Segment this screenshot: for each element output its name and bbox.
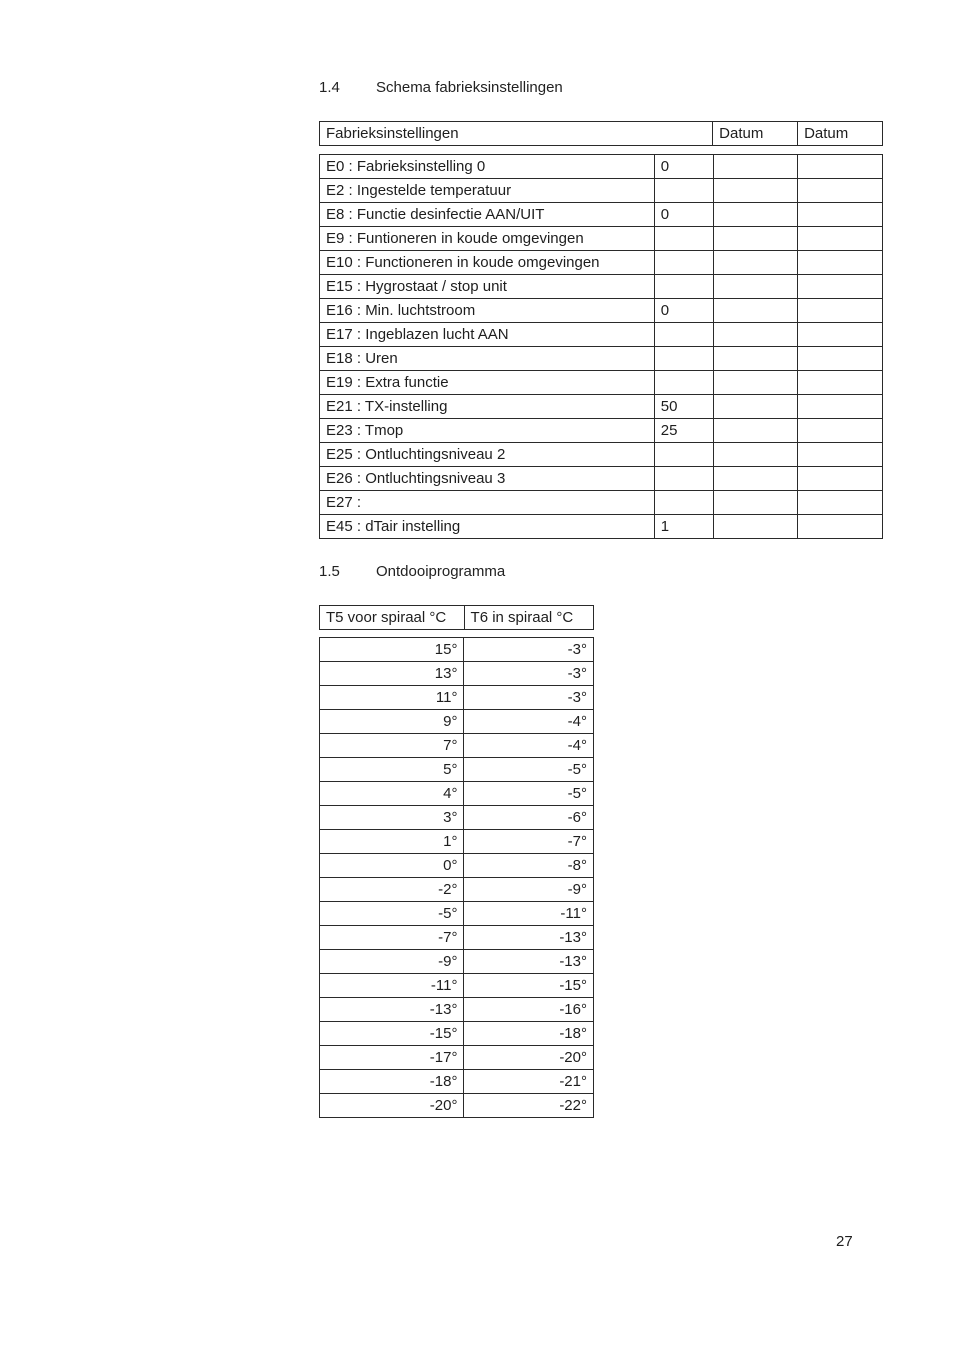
t5-value: -5° [320,902,464,926]
setting-label: E18 : Uren [320,347,655,371]
table-row [320,686,594,710]
setting-label: E9 : Funtioneren in koude omgevingen [320,227,655,251]
setting-label: E25 : Ontluchtingsniveau 2 [320,443,655,467]
table-row [320,710,594,734]
t5-value: -17° [320,1046,464,1070]
table-row [320,275,883,299]
setting-date-2 [798,395,883,419]
table-row [320,227,883,251]
table-row [320,443,883,467]
t6-value: -21° [464,1070,594,1094]
table-row [320,515,883,539]
table-row [320,323,883,347]
table-row [320,830,594,854]
setting-date-2 [798,275,883,299]
table-row [320,347,883,371]
defrost-header-table [319,605,594,630]
table-row [320,758,594,782]
t5-value: 7° [320,734,464,758]
setting-label: E16 : Min. luchtstroom [320,299,655,323]
setting-value [654,347,713,371]
header-date-2: Datum [798,122,883,146]
setting-label: E10 : Functioneren in koude omgevingen [320,251,655,275]
setting-value: 25 [654,419,713,443]
t5-value: -18° [320,1070,464,1094]
setting-date-1 [713,299,798,323]
table-row [320,179,883,203]
setting-label: E26 : Ontluchtingsniveau 3 [320,467,655,491]
setting-date-2 [798,371,883,395]
setting-date-1 [713,419,798,443]
setting-label: E8 : Functie desinfectie AAN/UIT [320,203,655,227]
t5-value: 1° [320,830,464,854]
setting-value [654,371,713,395]
setting-date-1 [713,323,798,347]
table-row [320,806,594,830]
setting-label: E17 : Ingeblazen lucht AAN [320,323,655,347]
setting-date-1 [713,227,798,251]
setting-date-2 [798,299,883,323]
setting-value [654,251,713,275]
table-row [320,467,883,491]
section-heading-defrost-program [319,563,719,583]
setting-date-1 [713,275,798,299]
t6-value: -3° [464,686,594,710]
setting-date-1 [713,371,798,395]
header-t6: T6 in spiraal °C [464,606,593,630]
t5-value: -7° [320,926,464,950]
setting-date-1 [713,467,798,491]
t5-value: 13° [320,662,464,686]
table-header-row [320,606,594,630]
t5-value: -13° [320,998,464,1022]
setting-value [654,323,713,347]
t6-value: -6° [464,806,594,830]
table-row [320,854,594,878]
setting-date-2 [798,227,883,251]
setting-value [654,491,713,515]
setting-value [654,275,713,299]
setting-date-2 [798,491,883,515]
t6-value: -13° [464,926,594,950]
t5-value: -11° [320,974,464,998]
page-number: 27 [836,1233,853,1250]
t6-value: -20° [464,1046,594,1070]
t6-value: -16° [464,998,594,1022]
t6-value: -8° [464,854,594,878]
setting-label: E23 : Tmop [320,419,655,443]
section-number: 1.4 [319,79,340,96]
table-row [320,974,594,998]
section-heading-factory-settings [319,79,719,99]
setting-date-2 [798,443,883,467]
t5-value: 0° [320,854,464,878]
table-row [320,1022,594,1046]
t5-value: 4° [320,782,464,806]
table-row [320,734,594,758]
setting-label: E19 : Extra functie [320,371,655,395]
setting-value [654,443,713,467]
table-row [320,155,883,179]
factory-settings-header-table [319,121,883,146]
setting-value: 1 [654,515,713,539]
section-title: Schema fabrieksinstellingen [376,79,563,96]
section-title: Ontdooiprogramma [376,563,506,580]
setting-label: E15 : Hygrostaat / stop unit [320,275,655,299]
setting-value [654,467,713,491]
table-row [320,638,594,662]
setting-date-2 [798,467,883,491]
setting-date-1 [713,203,798,227]
setting-date-2 [798,515,883,539]
setting-date-1 [713,347,798,371]
t6-value: -13° [464,950,594,974]
section-number: 1.5 [319,563,340,580]
setting-date-2 [798,203,883,227]
t5-value: 9° [320,710,464,734]
table-row [320,251,883,275]
t6-value: -11° [464,902,594,926]
table-row [320,419,883,443]
t6-value: -9° [464,878,594,902]
setting-value [654,179,713,203]
defrost-table [319,637,594,1118]
setting-label: E45 : dTair instelling [320,515,655,539]
header-factory-settings: Fabrieksinstellingen [320,122,713,146]
setting-date-1 [713,155,798,179]
t5-value: 11° [320,686,464,710]
factory-settings-table [319,154,883,539]
setting-date-2 [798,179,883,203]
setting-date-1 [713,491,798,515]
t6-value: -4° [464,710,594,734]
setting-date-2 [798,251,883,275]
header-date-1: Datum [713,122,798,146]
table-row [320,662,594,686]
table-row [320,998,594,1022]
table-row [320,203,883,227]
setting-date-2 [798,347,883,371]
t5-value: -20° [320,1094,464,1118]
table-row [320,878,594,902]
t5-value: 3° [320,806,464,830]
setting-label: E27 : [320,491,655,515]
t6-value: -18° [464,1022,594,1046]
table-row [320,926,594,950]
table-row [320,395,883,419]
t5-value: -9° [320,950,464,974]
setting-date-2 [798,419,883,443]
table-row [320,1070,594,1094]
t5-value: -15° [320,1022,464,1046]
t6-value: -7° [464,830,594,854]
table-row [320,491,883,515]
t5-value: 5° [320,758,464,782]
table-row [320,371,883,395]
t6-value: -22° [464,1094,594,1118]
table-header-row [320,122,883,146]
table-row [320,299,883,323]
table-row [320,1046,594,1070]
table-row [320,782,594,806]
setting-date-1 [713,443,798,467]
setting-value: 0 [654,155,713,179]
t5-value: 15° [320,638,464,662]
setting-value: 50 [654,395,713,419]
setting-value: 0 [654,203,713,227]
t6-value: -3° [464,662,594,686]
t6-value: -4° [464,734,594,758]
setting-date-1 [713,251,798,275]
table-row [320,1094,594,1118]
table-row [320,902,594,926]
setting-value [654,227,713,251]
setting-date-2 [798,155,883,179]
t6-value: -5° [464,758,594,782]
setting-date-1 [713,395,798,419]
setting-label: E21 : TX-instelling [320,395,655,419]
setting-value: 0 [654,299,713,323]
setting-date-1 [713,515,798,539]
t5-value: -2° [320,878,464,902]
table-row [320,950,594,974]
t6-value: -3° [464,638,594,662]
setting-date-2 [798,323,883,347]
setting-label: E2 : Ingestelde temperatuur [320,179,655,203]
t6-value: -15° [464,974,594,998]
setting-label: E0 : Fabrieksinstelling 0 [320,155,655,179]
header-t5: T5 voor spiraal °C [320,606,465,630]
t6-value: -5° [464,782,594,806]
setting-date-1 [713,179,798,203]
